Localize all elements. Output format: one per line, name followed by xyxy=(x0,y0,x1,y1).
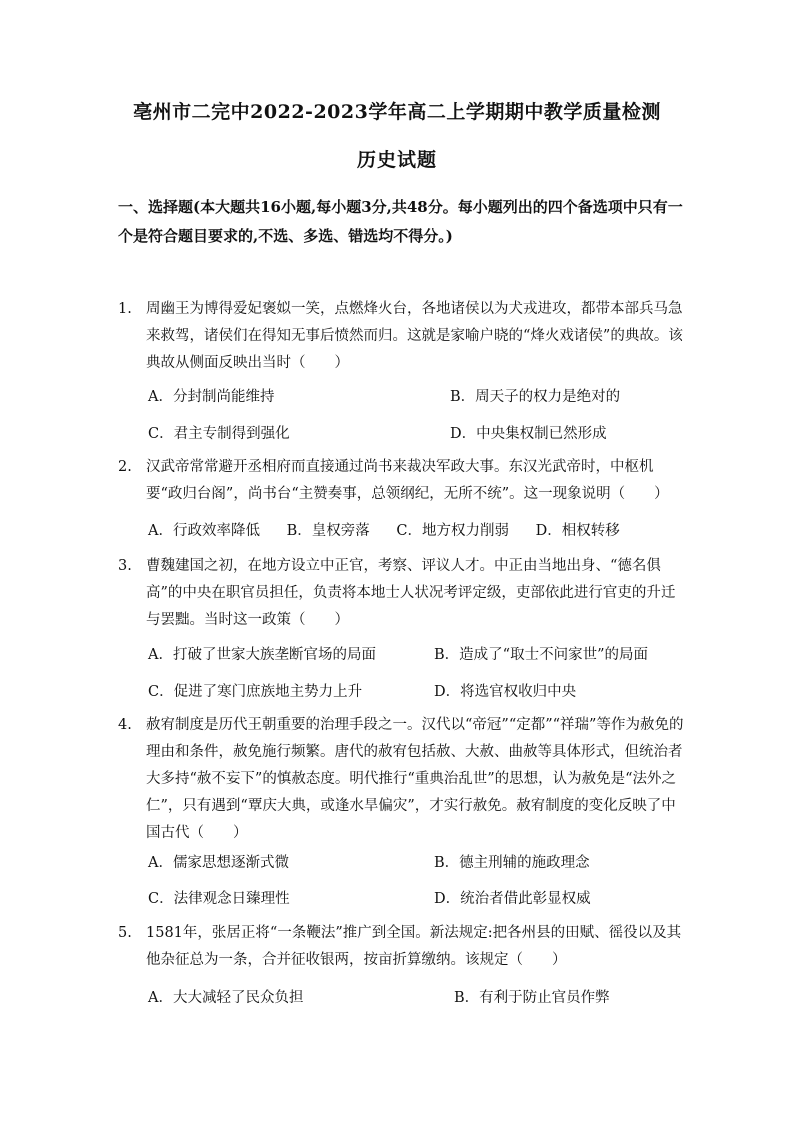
option-a: A．行政效率降低 xyxy=(148,523,260,539)
option-d: D．将选官权收归中央 xyxy=(434,684,577,700)
option-d: D．中央集权制已然形成 xyxy=(450,426,607,442)
section-instructions: 一、选择题(本大题共16小题,每小题3分,共48分。每小题列出的四个备选项中只有一个是符合题目要求的,不选、多选、错选均不得分。) xyxy=(118,198,683,245)
question-number: 5. xyxy=(118,925,132,941)
option-c: C．地方权力削弱 xyxy=(396,523,509,539)
question-stem: 周幽王为博得爱妃褒姒一笑，点燃烽火台，各地诸侯以为犬戎进攻，都带本部兵马急来救驾，诸侯们在得知无事后愤然而归。这就是家喻户晓的“烽火戏诸侯”的典故。该典故从侧面反映出当时（ ） xyxy=(146,301,683,371)
question-stem: 曹魏建国之初，在地方设立中正官，考察、评议人才。中正由当地出身、“德名俱高”的中央在职官员担任，负责将本地士人状况考评定级，吏部依此进行官吏的升迁与罢黜。当时这一政策（ ） xyxy=(146,558,676,628)
question-number: 3. xyxy=(118,558,132,574)
question-4 xyxy=(118,712,684,847)
option-c: C．促进了寒门庶族地主势力上升 xyxy=(148,684,363,700)
option-a: A．儒家思想逐渐式微 xyxy=(148,855,289,871)
option-d: D．相权转移 xyxy=(535,523,620,539)
option-b: B．德主刑辅的施政理念 xyxy=(434,855,590,871)
question-stem: 赦宥制度是历代王朝重要的治理手段之一。汉代以“帝冠”“定都”“祥瑞”等作为赦免的理由和条件，赦免施行频繁。唐代的赦宥包括赦、大赦、曲赦等具体形式，但统治者大多持“赦不妄下”的慎赦态度。明代推行“重典治乱世”的思想，认为赦免是“法外之仁”，只有遇到“覃庆大典，或逢水旱偏灾”，才实行赦免。赦宥制度的变化反映了中国古代（ ） xyxy=(146,717,684,841)
exam-subtitle: 历史试题 xyxy=(356,149,437,171)
options-row xyxy=(148,519,642,540)
question-number: 4. xyxy=(118,717,132,733)
exam-title: 亳州市二完中2022-2023学年高二上学期期中教学质量检测 xyxy=(133,101,661,123)
option-b: B．有利于防止官员作弊 xyxy=(454,990,610,1006)
question-number: 2. xyxy=(118,459,132,475)
option-b: B．造成了“取士不问家世”的局面 xyxy=(434,647,648,663)
option-a: A．打破了世家大族垄断官场的局面 xyxy=(148,647,376,663)
question-3 xyxy=(118,553,684,634)
question-number: 1. xyxy=(118,301,132,317)
option-b: B．周天子的权力是绝对的 xyxy=(450,389,621,405)
option-a: A．分封制尚能维持 xyxy=(148,389,275,405)
option-a: A．大大减轻了民众负担 xyxy=(148,990,304,1006)
option-b: B．皇权旁落 xyxy=(286,523,370,539)
option-c: C．法律观念日臻理性 xyxy=(148,891,290,907)
option-c: C．君主专制得到强化 xyxy=(148,426,290,442)
question-stem: 汉武帝常常避开丞相府而直接通过尚书来裁决军政大事。东汉光武帝时，中枢机要“政归台阁”，尚书台“主赞奏事，总领纲纪，无所不统”。这一现象说明（ ） xyxy=(146,459,669,502)
question-2 xyxy=(118,454,684,508)
option-d: D．统治者借此彰显权威 xyxy=(434,891,591,907)
question-1 xyxy=(118,296,684,377)
question-stem: 1581年，张居正将“一条鞭法”推广到全国。新法规定:把各州县的田赋、徭役以及其他杂征总为一条，合并征收银两，按亩折算缴纳。该规定（ ） xyxy=(146,925,682,968)
question-5 xyxy=(118,920,684,974)
